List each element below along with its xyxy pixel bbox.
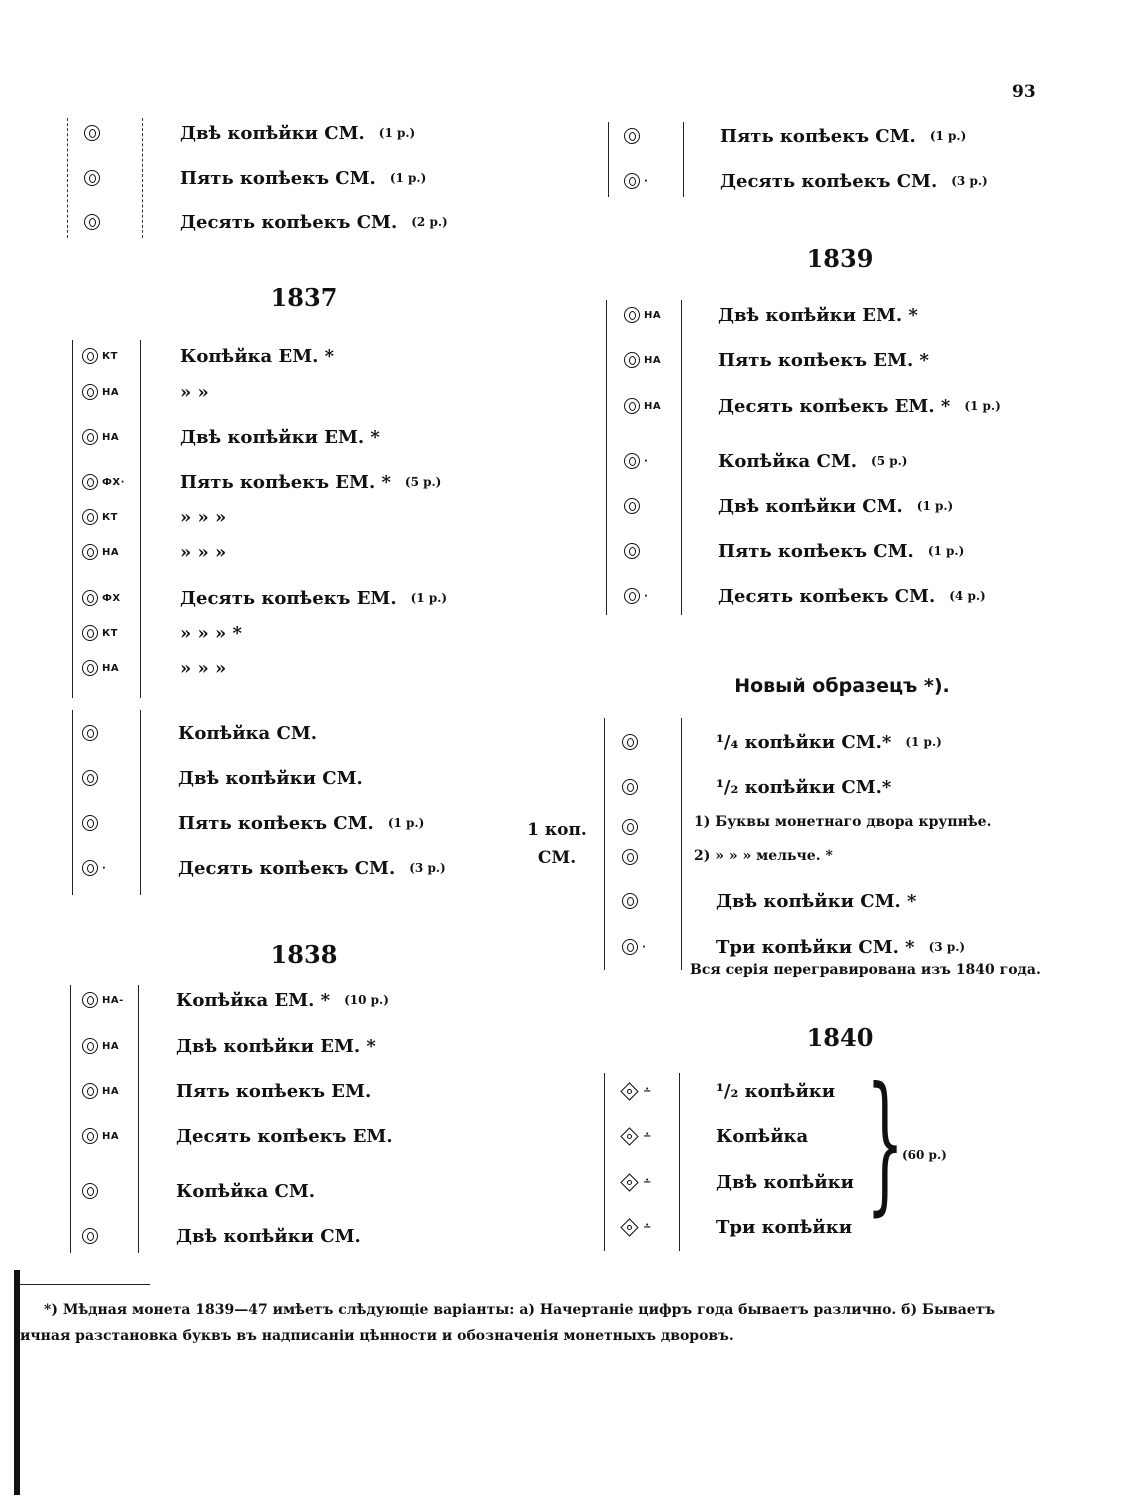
mint-letters: НА	[102, 662, 120, 674]
ring-coin-icon	[82, 474, 98, 490]
ring-coin-icon	[82, 625, 98, 641]
year-heading-1839: 1839	[806, 244, 874, 273]
ring-coin-icon	[622, 779, 638, 795]
ring-coin-icon	[82, 1228, 98, 1244]
column-rule	[681, 718, 682, 970]
year-heading-1838: 1838	[270, 940, 338, 969]
coin-entry	[716, 1076, 835, 1106]
mint-letters: ∸	[643, 1130, 652, 1142]
coin-entry	[178, 718, 317, 748]
coin-name: ¹/₄ копѣйки СМ.*	[716, 731, 892, 753]
ring-coin-icon	[82, 1083, 98, 1099]
mint-letters: НА	[644, 309, 662, 321]
mint-letters: НА	[644, 354, 662, 366]
ring-coin-icon	[82, 660, 98, 676]
mint-mark	[622, 842, 638, 872]
mint-letters: КТ	[102, 350, 118, 362]
ring-coin-icon	[624, 498, 640, 514]
mint-mark	[620, 1167, 652, 1197]
coin-entry	[180, 583, 447, 613]
coin-entry	[718, 536, 964, 566]
ring-coin-icon	[84, 125, 100, 141]
coin-name: Копѣйка	[716, 1125, 809, 1147]
coin-entry	[180, 467, 441, 497]
coin-name: » » »	[180, 506, 227, 528]
mint-letters: НА	[644, 400, 662, 412]
ring-coin-icon	[622, 819, 638, 835]
coin-entry	[716, 932, 965, 962]
coin-entry	[180, 422, 380, 452]
mint-mark	[82, 341, 118, 371]
ring-coin-icon	[82, 348, 98, 364]
ring-coin-icon	[82, 1128, 98, 1144]
coin-name: Десять копѣекъ СМ.	[178, 857, 396, 879]
ring-coin-icon	[624, 398, 640, 414]
ring-coin-icon	[82, 544, 98, 560]
rarity-mark: (10 р.)	[344, 993, 389, 1007]
coin-name: Копѣйка СМ.	[176, 1180, 316, 1202]
ring-coin-icon	[82, 1183, 98, 1199]
side-label-mint: СМ.	[537, 848, 577, 868]
coin-entry	[718, 345, 929, 375]
ring-coin-icon	[82, 590, 98, 606]
coin-name: ¹/₂ копѣйки	[716, 1080, 836, 1102]
coin-entry	[180, 118, 415, 148]
coin-name: Десять копѣекъ ЕМ.	[176, 1125, 393, 1147]
coin-entry	[716, 1121, 808, 1151]
coin-name: Десять копѣекъ ЕМ. *	[718, 395, 951, 417]
coin-entry	[176, 1176, 315, 1206]
coin-entry	[716, 1167, 854, 1197]
coin-entry	[720, 166, 988, 196]
coin-name: Двѣ копѣйки	[716, 1171, 854, 1193]
ring-coin-icon	[82, 992, 98, 1008]
footnote-rule	[20, 1284, 150, 1285]
coin-name: Пять копѣекъ ЕМ. *	[718, 349, 929, 371]
coin-entry	[180, 537, 226, 567]
coin-entry	[180, 653, 226, 683]
coin-name: Двѣ копѣйки СМ.	[180, 122, 365, 144]
column-rule	[140, 340, 141, 698]
coin-entry	[180, 377, 209, 407]
coin-name: Пять копѣекъ СМ.	[718, 540, 914, 562]
rarity-mark: (3 р.)	[951, 174, 988, 188]
coin-entry	[176, 1121, 393, 1151]
ring-coin-icon	[82, 815, 98, 831]
coin-name: Три копѣйки СМ. *	[716, 936, 915, 958]
diamond-coin-icon	[620, 1082, 638, 1100]
coin-entry	[718, 581, 986, 611]
coin-entry	[178, 853, 446, 883]
coin-name: Копѣйка СМ.	[178, 722, 318, 744]
column-rule	[681, 300, 682, 615]
coin-name: Пять копѣекъ СМ.	[180, 167, 376, 189]
group-rarity-1840: (60 р.)	[902, 1148, 947, 1162]
column-rule	[72, 340, 73, 698]
mint-mark	[624, 166, 648, 196]
coin-name: Копѣйка СМ.	[718, 450, 858, 472]
rarity-mark: (1 р.)	[916, 499, 954, 513]
new-pattern-title: Новый образецъ *).	[734, 675, 950, 697]
coin-name: Пять копѣекъ ЕМ.	[176, 1080, 372, 1102]
coin-entry	[180, 163, 426, 193]
coin-name: Двѣ копѣйки ЕМ. *	[180, 426, 380, 448]
mint-mark	[82, 618, 118, 648]
coin-entry	[720, 121, 966, 151]
mint-mark	[84, 163, 104, 193]
mint-letters: НА	[102, 1085, 120, 1097]
ring-coin-icon	[624, 588, 640, 604]
mint-mark	[624, 536, 644, 566]
footnote-line-2: ичная разстановка буквъ въ надписаніи цѣнности и обозначенія монетныхъ дворовъ.	[20, 1328, 734, 1344]
mint-mark	[624, 121, 644, 151]
mint-mark	[620, 1212, 652, 1242]
mint-letters: КТ	[102, 511, 118, 523]
coin-entry	[180, 618, 242, 648]
mint-letters: НА-	[102, 994, 124, 1006]
mint-mark	[622, 812, 638, 842]
coin-entry	[716, 886, 916, 916]
variant-note-2: 2) » » » мельче. *	[694, 848, 833, 864]
mint-mark	[620, 1076, 652, 1106]
coin-entry	[178, 763, 363, 793]
rarity-mark: (1 р.)	[929, 129, 967, 143]
mint-mark	[624, 345, 661, 375]
page-number: 93	[1012, 82, 1036, 102]
coin-name: Десять копѣекъ СМ.	[720, 170, 938, 192]
group-brace: }	[866, 1056, 905, 1230]
ring-coin-icon	[82, 725, 98, 741]
column-rule	[70, 985, 71, 1253]
coin-name: Двѣ копѣйки СМ. *	[716, 890, 917, 912]
mint-letters: КТ	[102, 627, 118, 639]
coin-name: » » »	[180, 541, 227, 563]
coin-entry	[718, 446, 907, 476]
mint-mark	[622, 727, 642, 757]
column-rule	[67, 118, 68, 238]
mint-mark	[82, 1176, 102, 1206]
coin-entry	[718, 391, 1001, 421]
coin-entry	[180, 341, 334, 371]
mint-mark	[624, 300, 661, 330]
coin-entry	[176, 985, 389, 1015]
mint-letters: НА	[102, 1040, 120, 1052]
rarity-mark: (3 р.)	[409, 861, 446, 875]
coin-name: Пять копѣекъ ЕМ. *	[180, 471, 391, 493]
mint-mark	[620, 1121, 652, 1151]
rarity-mark: (1 р.)	[378, 126, 416, 140]
mint-mark	[622, 886, 642, 916]
ring-coin-icon	[84, 170, 100, 186]
coin-name: Десять копѣекъ ЕМ.	[180, 587, 397, 609]
mint-mark	[82, 1076, 119, 1106]
page-edge-shadow	[14, 1270, 20, 1495]
mint-letters: ·	[644, 175, 649, 187]
mint-mark	[82, 583, 121, 613]
ring-coin-icon	[82, 509, 98, 525]
ring-coin-icon	[624, 453, 640, 469]
ring-coin-icon	[624, 543, 640, 559]
mint-mark	[82, 853, 106, 883]
mint-mark	[82, 502, 118, 532]
coin-entry	[176, 1221, 361, 1251]
column-rule	[604, 1073, 605, 1251]
mint-mark	[84, 118, 104, 148]
coin-name: Двѣ копѣйки ЕМ. *	[718, 304, 918, 326]
column-rule	[606, 300, 607, 615]
rarity-mark: (2 р.)	[411, 215, 448, 229]
coin-name: Копѣйка ЕМ. *	[180, 345, 335, 367]
column-rule	[683, 122, 684, 197]
rarity-mark: (4 р.)	[949, 589, 986, 603]
column-rule	[604, 718, 605, 970]
ring-coin-icon	[622, 849, 638, 865]
mint-mark	[624, 391, 661, 421]
coin-name: Двѣ копѣйки ЕМ. *	[176, 1035, 376, 1057]
rarity-mark: (1 р.)	[387, 816, 425, 830]
coin-name: Двѣ копѣйки СМ.	[176, 1225, 361, 1247]
mint-mark	[624, 446, 648, 476]
coin-name: Десять копѣекъ СМ.	[180, 211, 398, 233]
year-heading-1837: 1837	[270, 283, 338, 312]
coin-name: » »	[180, 381, 209, 403]
mint-mark	[84, 207, 104, 237]
column-rule	[72, 710, 73, 895]
ring-coin-icon	[82, 1038, 98, 1054]
coin-name: » » »	[180, 657, 227, 679]
ring-coin-icon	[84, 214, 100, 230]
coin-entry	[718, 491, 953, 521]
mint-mark	[622, 772, 642, 802]
coin-entry	[716, 1212, 852, 1242]
rarity-mark: (5 р.)	[404, 475, 442, 489]
mint-mark	[82, 467, 125, 497]
ring-coin-icon	[624, 307, 640, 323]
mint-mark	[82, 1031, 119, 1061]
mint-letters: НА	[102, 546, 120, 558]
mint-mark	[622, 932, 646, 962]
mint-letters: ∸	[643, 1221, 652, 1233]
ring-coin-icon	[82, 384, 98, 400]
mint-mark	[82, 763, 102, 793]
coin-name: Копѣйка ЕМ. *	[176, 989, 331, 1011]
rarity-mark: (1 р.)	[927, 544, 965, 558]
mint-letters: ∸	[643, 1176, 652, 1188]
regraved-note: Вся серія перегравирована изъ 1840 года.	[690, 962, 1041, 978]
coin-entry	[180, 207, 448, 237]
mint-letters: НА	[102, 1130, 120, 1142]
rarity-mark: (5 р.)	[871, 454, 908, 468]
column-rule	[679, 1073, 680, 1251]
coin-name: ¹/₂ копѣйки СМ.*	[716, 776, 892, 798]
coin-name: Двѣ копѣйки СМ.	[178, 767, 363, 789]
variant-note-1: 1) Буквы монетнаго двора крупнѣе.	[694, 814, 992, 830]
column-rule	[138, 985, 139, 1253]
diamond-coin-icon	[620, 1127, 638, 1145]
ring-coin-icon	[624, 173, 640, 189]
rarity-mark: (3 р.)	[928, 940, 966, 954]
ring-coin-icon	[82, 860, 98, 876]
ring-coin-icon	[82, 429, 98, 445]
mint-letters: ·	[644, 590, 649, 602]
column-rule	[608, 122, 609, 197]
side-label-denomination: 1 коп.	[527, 820, 587, 840]
coin-entry	[176, 1076, 371, 1106]
mint-mark	[82, 377, 119, 407]
rarity-mark: (1 р.)	[410, 591, 448, 605]
ring-coin-icon	[624, 128, 640, 144]
coin-entry	[718, 300, 918, 330]
coin-entry	[176, 1031, 376, 1061]
coin-name: Десять копѣекъ СМ.	[718, 585, 936, 607]
mint-letters: ·	[644, 455, 649, 467]
coin-entry	[180, 502, 226, 532]
mint-mark	[82, 422, 119, 452]
mint-letters: ·	[642, 941, 647, 953]
coin-name: Три копѣйки	[716, 1216, 853, 1238]
column-rule	[140, 710, 141, 895]
rarity-mark: (1 р.)	[389, 171, 427, 185]
mint-mark	[82, 537, 119, 567]
coin-entry	[716, 727, 942, 757]
mint-letters: НА	[102, 386, 120, 398]
coin-entry	[178, 808, 424, 838]
mint-mark	[82, 985, 124, 1015]
ring-coin-icon	[624, 352, 640, 368]
mint-letters: ·	[102, 862, 107, 874]
mint-letters: НА	[102, 431, 120, 443]
mint-mark	[82, 1221, 102, 1251]
coin-name: Двѣ копѣйки СМ.	[718, 495, 903, 517]
year-heading-1840: 1840	[806, 1023, 874, 1052]
mint-letters: ФХ	[102, 592, 121, 604]
coin-name: Пять копѣекъ СМ.	[178, 812, 374, 834]
coin-entry	[716, 772, 891, 802]
ring-coin-icon	[622, 893, 638, 909]
mint-letters: ∸	[643, 1085, 652, 1097]
diamond-coin-icon	[620, 1173, 638, 1191]
coin-name: Пять копѣекъ СМ.	[720, 125, 916, 147]
mint-mark	[82, 1121, 119, 1151]
mint-mark	[82, 653, 119, 683]
mint-mark	[82, 808, 102, 838]
rarity-mark: (1 р.)	[964, 399, 1001, 413]
ring-coin-icon	[82, 770, 98, 786]
mint-mark	[82, 718, 102, 748]
ring-coin-icon	[622, 939, 638, 955]
mint-letters: ФХ·	[102, 476, 125, 488]
diamond-coin-icon	[620, 1218, 638, 1236]
footnote-line-1: *) Мѣдная монета 1839—47 имѣетъ слѣдующіе варіанты: а) Начертаніе цифръ года бываетъ различно. б) Бываетъ	[44, 1302, 996, 1318]
ring-coin-icon	[622, 734, 638, 750]
mint-mark	[624, 581, 648, 611]
column-rule	[142, 118, 143, 238]
coin-name: » » » *	[180, 622, 242, 644]
rarity-mark: (1 р.)	[905, 735, 942, 749]
mint-mark	[624, 491, 644, 521]
